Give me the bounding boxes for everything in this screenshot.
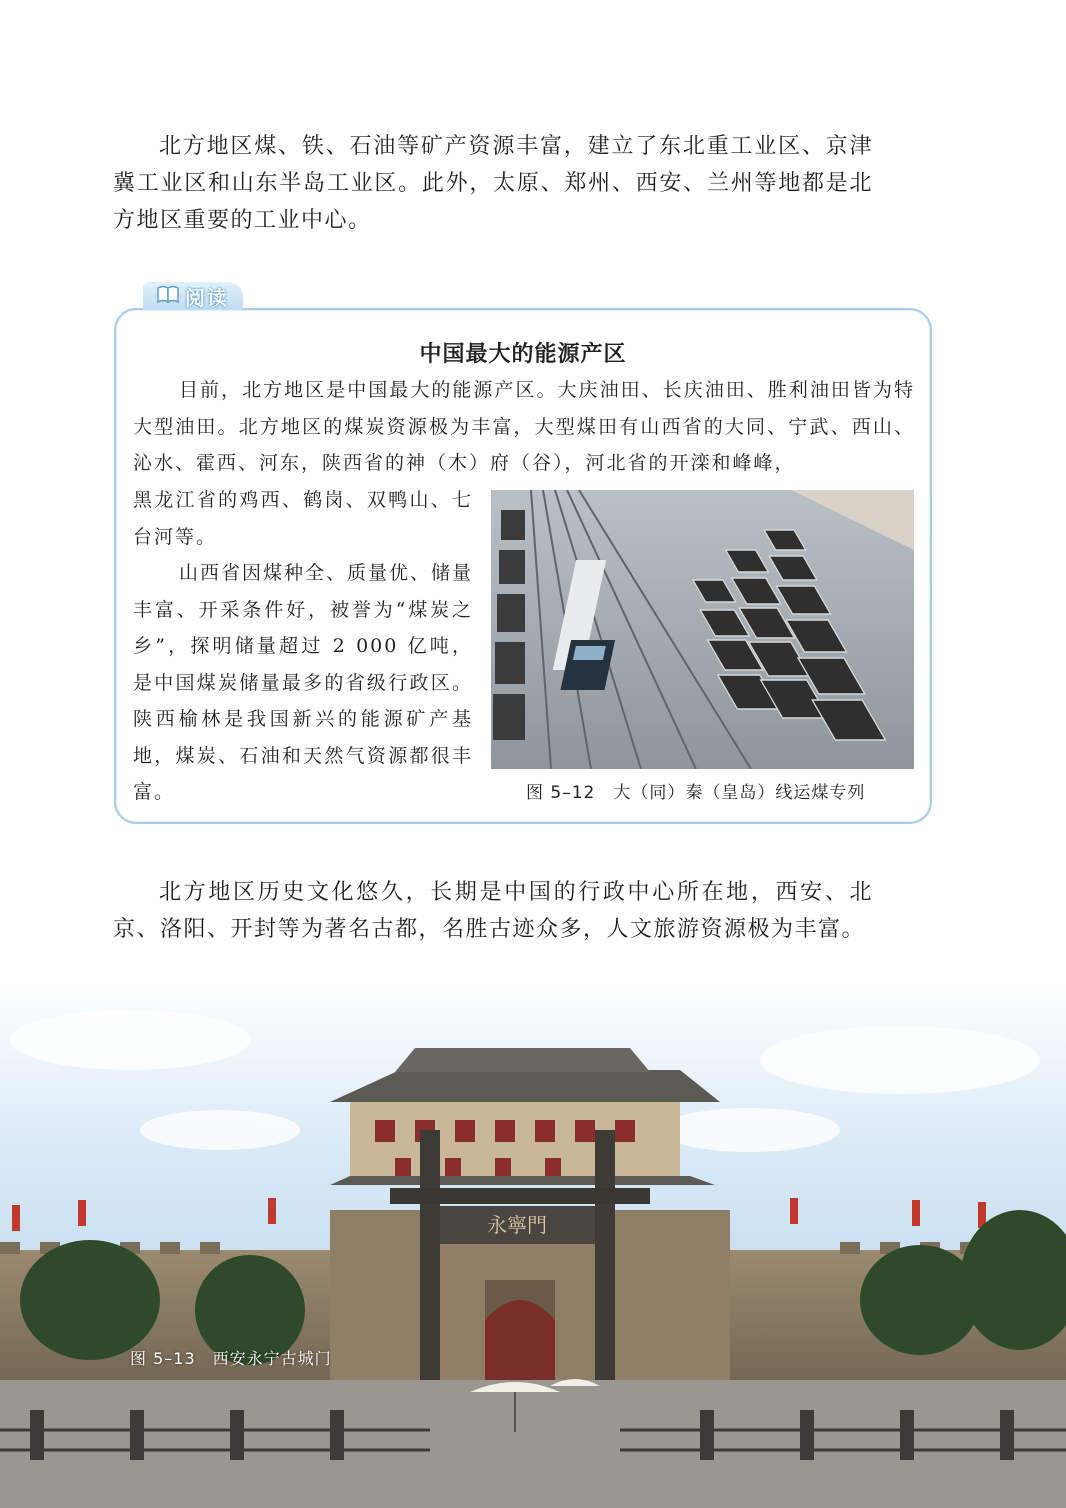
gate-plaque: 永寧門 [487,1213,547,1237]
figure-5-13-caption: 图 5–13 西安永宁古城门 [130,1349,332,1368]
reading-paragraph-2: 山西省因煤种全、质量优、储量丰富、开采条件好，被誉为“煤炭之乡”，探明储量超过 2 000 亿吨，是中国煤炭储量最多的省级行政区。陕西榆林是我国新兴的能源矿产基地，煤炭、石油和天然气资源都很丰富。 [133,562,474,803]
coal-train-photo [491,490,914,769]
reading-tag-label: 阅读 [185,285,229,310]
reading-paragraph-1-text: 目前，北方地区是中国最大的能源产区。大庆油田、长庆油田、胜利油田皆为特大型油田。北方地区的煤炭资源极为丰富，大型煤田有山西省的大同、宁武、西山、沁水、霍西、河东，陕西省的神（木）府（谷），河北省的开滦和峰峰， [133,379,915,474]
reading-title: 中国最大的能源产区 [419,342,627,367]
figure-5-12-caption: 图 5–12 大（同）秦（皇岛）线运煤专列 [526,783,866,803]
intro-paragraph: 北方地区煤、铁、石油等矿产资源丰富，建立了东北重工业区、京津冀工业区和山东半岛工业区。此外，太原、郑州、西安、兰州等地都是北方地区重要的工业中心。 [113,134,873,233]
book-icon [157,285,179,307]
reading-paragraph-1 [133,372,915,482]
reading-paragraph-1-continued: 黑龙江省的鸡西、鹤岗、双鸭山、七台河等。 [133,489,473,548]
reading-tag [143,282,243,310]
culture-paragraph: 北方地区历史文化悠久，长期是中国的行政中心所在地，西安、北京、洛阳、开封等为著名古都，名胜古迹众多，人文旅游资源极为丰富。 [113,880,873,942]
yongning-gate-photo [0,980,1066,1508]
